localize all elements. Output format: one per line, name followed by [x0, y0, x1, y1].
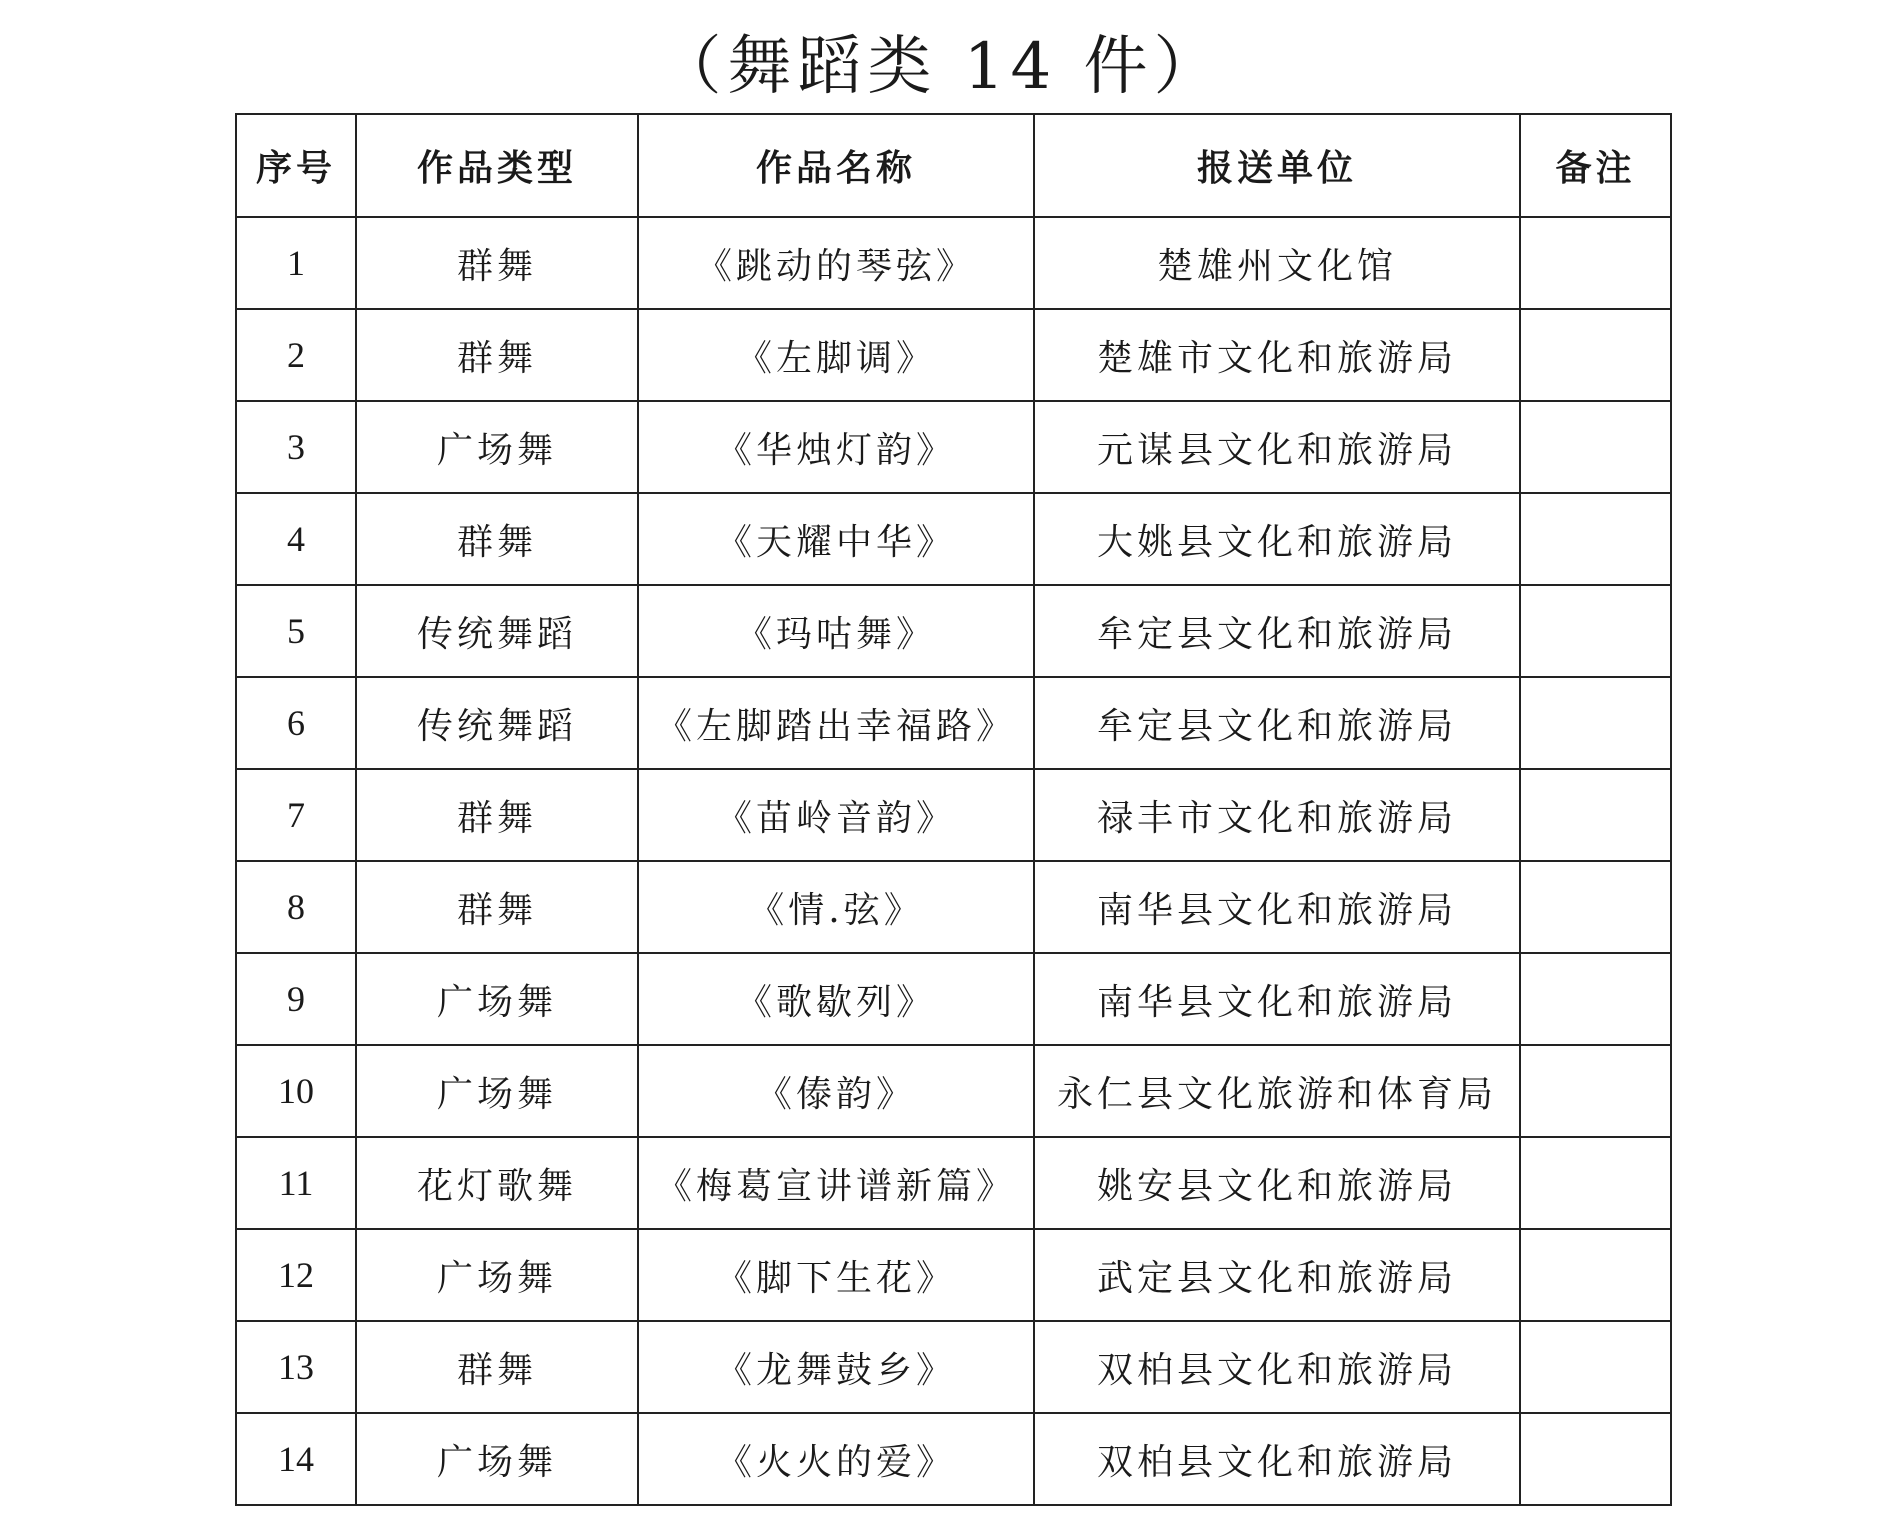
- submitting-unit: 永仁县文化旅游和体育局: [1034, 1045, 1520, 1137]
- row-number: 5: [236, 585, 356, 677]
- table-row: [236, 401, 1671, 493]
- work-name: 《华烛灯韵》: [638, 401, 1034, 493]
- table-row: [236, 861, 1671, 953]
- remarks: [1520, 953, 1671, 1045]
- table-row: [236, 309, 1671, 401]
- submitting-unit: 南华县文化和旅游局: [1034, 953, 1520, 1045]
- table-header-row: [236, 114, 1671, 217]
- submitting-unit: 楚雄州文化馆: [1034, 217, 1520, 309]
- work-type: 群舞: [356, 493, 638, 585]
- table-row: [236, 493, 1671, 585]
- work-type: 广场舞: [356, 1229, 638, 1321]
- table-row: [236, 1413, 1671, 1505]
- header-name: 作品名称: [638, 114, 1034, 217]
- header-unit: 报送单位: [1034, 114, 1520, 217]
- submitting-unit: 禄丰市文化和旅游局: [1034, 769, 1520, 861]
- remarks: [1520, 1321, 1671, 1413]
- row-number: 9: [236, 953, 356, 1045]
- works-table: [235, 113, 1672, 1506]
- row-number: 6: [236, 677, 356, 769]
- header-no: 序号: [236, 114, 356, 217]
- remarks: [1520, 1137, 1671, 1229]
- submitting-unit: 牟定县文化和旅游局: [1034, 585, 1520, 677]
- work-name: 《情.弦》: [638, 861, 1034, 953]
- work-type: 群舞: [356, 217, 638, 309]
- remarks: [1520, 309, 1671, 401]
- work-type: 广场舞: [356, 953, 638, 1045]
- work-name: 《火火的爱》: [638, 1413, 1034, 1505]
- table-row: [236, 677, 1671, 769]
- work-type: 广场舞: [356, 1413, 638, 1505]
- submitting-unit: 大姚县文化和旅游局: [1034, 493, 1520, 585]
- submitting-unit: 元谋县文化和旅游局: [1034, 401, 1520, 493]
- work-name: 《玛咕舞》: [638, 585, 1034, 677]
- row-number: 11: [236, 1137, 356, 1229]
- remarks: [1520, 1229, 1671, 1321]
- row-number: 12: [236, 1229, 356, 1321]
- remarks: [1520, 677, 1671, 769]
- work-type: 群舞: [356, 861, 638, 953]
- remarks: [1520, 217, 1671, 309]
- table-row: [236, 769, 1671, 861]
- table-row: [236, 1045, 1671, 1137]
- page-title: （舞蹈类 14 件）: [657, 30, 1224, 104]
- work-name: 《左脚踏出幸福路》: [638, 677, 1034, 769]
- row-number: 4: [236, 493, 356, 585]
- remarks: [1520, 1045, 1671, 1137]
- submitting-unit: 南华县文化和旅游局: [1034, 861, 1520, 953]
- remarks: [1520, 769, 1671, 861]
- row-number: 10: [236, 1045, 356, 1137]
- work-type: 群舞: [356, 1321, 638, 1413]
- work-name: 《跳动的琴弦》: [638, 217, 1034, 309]
- work-type: 传统舞蹈: [356, 585, 638, 677]
- table-row: [236, 1137, 1671, 1229]
- work-type: 广场舞: [356, 1045, 638, 1137]
- work-name: 《天耀中华》: [638, 493, 1034, 585]
- work-name: 《脚下生花》: [638, 1229, 1034, 1321]
- work-type: 花灯歌舞: [356, 1137, 638, 1229]
- submitting-unit: 牟定县文化和旅游局: [1034, 677, 1520, 769]
- table-row: [236, 217, 1671, 309]
- work-name: 《左脚调》: [638, 309, 1034, 401]
- work-name: 《歌歇列》: [638, 953, 1034, 1045]
- remarks: [1520, 861, 1671, 953]
- row-number: 1: [236, 217, 356, 309]
- submitting-unit: 姚安县文化和旅游局: [1034, 1137, 1520, 1229]
- submitting-unit: 楚雄市文化和旅游局: [1034, 309, 1520, 401]
- header-note: 备注: [1520, 114, 1671, 217]
- table-row: [236, 1229, 1671, 1321]
- row-number: 2: [236, 309, 356, 401]
- table-row: [236, 585, 1671, 677]
- row-number: 3: [236, 401, 356, 493]
- work-name: 《梅葛宣讲谱新篇》: [638, 1137, 1034, 1229]
- work-name: 《苗岭音韵》: [638, 769, 1034, 861]
- work-type: 广场舞: [356, 401, 638, 493]
- work-type: 传统舞蹈: [356, 677, 638, 769]
- remarks: [1520, 585, 1671, 677]
- header-type: 作品类型: [356, 114, 638, 217]
- table-row: [236, 953, 1671, 1045]
- table-row: [236, 1321, 1671, 1413]
- submitting-unit: 双柏县文化和旅游局: [1034, 1413, 1520, 1505]
- remarks: [1520, 1413, 1671, 1505]
- row-number: 13: [236, 1321, 356, 1413]
- submitting-unit: 武定县文化和旅游局: [1034, 1229, 1520, 1321]
- row-number: 8: [236, 861, 356, 953]
- work-name: 《龙舞鼓乡》: [638, 1321, 1034, 1413]
- table-body: [236, 217, 1671, 1505]
- row-number: 7: [236, 769, 356, 861]
- row-number: 14: [236, 1413, 356, 1505]
- submitting-unit: 双柏县文化和旅游局: [1034, 1321, 1520, 1413]
- remarks: [1520, 401, 1671, 493]
- work-name: 《傣韵》: [638, 1045, 1034, 1137]
- work-type: 群舞: [356, 769, 638, 861]
- remarks: [1520, 493, 1671, 585]
- work-type: 群舞: [356, 309, 638, 401]
